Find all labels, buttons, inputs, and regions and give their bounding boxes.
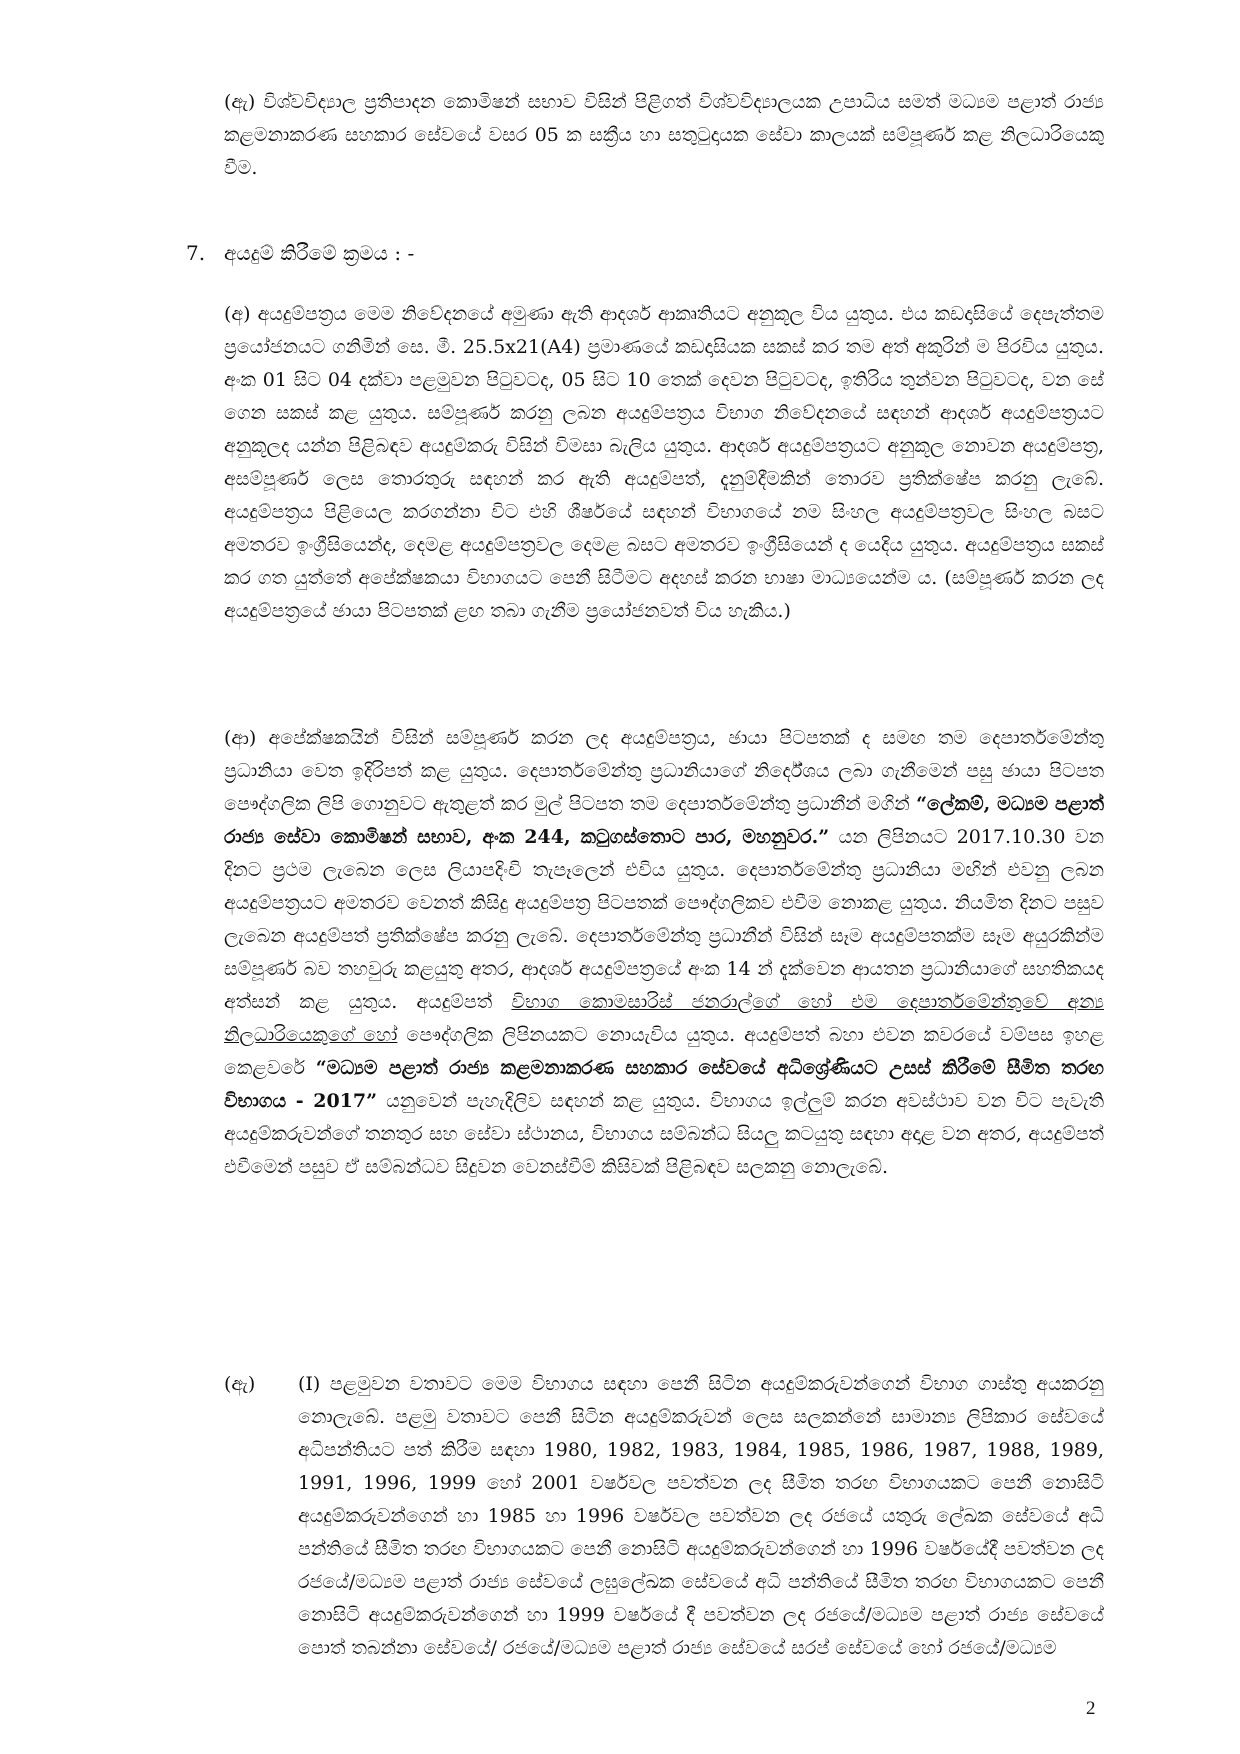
paragraph-aa-part2: යන ලිපිනයට 2017.10.30 වන දිනට ප්‍රථම ලැබෙන ලෙස ලියාපදිංචි තැපෑලෙන් එවිය යුතුය. දෙපාර්තමේන්තු ප්‍රධානියා මඟින් එවනු ලබන අයදුම්පත්‍රයට අමතරව වෙනත් කිසිදු අයදුම්පත්‍ර පිටපතක් පෞද්ගලිකව එවීම නොකළ යුතුය. නියමිත දිනට පසුව ලැබෙන අයදුම්පත් ප්‍රතික්ෂේප කරනු ලැබේ. දෙපාර්තමේන්තු ප්‍රධානීන් විසින් සෑම අයදුම්පතක්ම සෑම අයුරකින්ම සම්පූර්ණ බව තහවුරු කළයුතු අතර, ආදර්ශ අයදුම්පත්‍රයේ අංක 14 න් දැක්වෙන ආයතන ප්‍රධානියාගේ සහතිකයද අත්සන් කළ යුතුය. අයදුම්පත්	[224, 826, 1105, 1013]
underlined-clause: විභාග කොමසාරිස් ජනරාල්ගේ හෝ එම දෙපාර්තමේන්තුවේ අන්‍ය නිලධාරියෙකුගේ හෝ	[224, 991, 1104, 1046]
paragraph-aa-part1: (ආ) අපේක්ෂකයින් විසින් සම්පූර්ණ කරන ලද අයදුම්පත්‍රය, ඡායා පිටපතක් ද සමඟ තම දෙපාර්තමේන්තු ප්‍රධානියා වෙත ඉදිරිපත් කළ යුතුය. දෙපාර්තමේන්තු ප්‍රධානියාගේ නිර්දේශය ලබා ගැනීමෙන් පසු ඡායා පිටපත පෞද්ගලික ලිපි ගොනුවට ඇතුළත් කර මුල් පිටපත තම දෙපාර්තමේන්තු ප්‍රධානීන් මගින්	[224, 727, 1104, 815]
paragraph-aa-part4: යනුවෙන් පැහැදිලිව සඳහන් කළ යුතුය. විභාගය ඉල්ලුම් කරන අවස්ථාව වන විට පැවැති අයදුම්කරුවන්ගේ තනතුර සහ සේවා ස්ථානය, විභාගය සම්බන්ධ සියලු කටයුතු සඳහා අදාළ වන අතර, අයදුම්පත් එවීමෙන් පසුව ඒ සම්බන්ධව සිදුවන වෙනස්වීම් කිසිවක් පිළිබඳව සලකනු නොලැබේ.	[224, 1090, 1104, 1178]
section-7-heading	[186, 237, 586, 270]
page-number: 2	[1086, 1698, 1096, 1719]
section-7-title: අයදුම් කිරීමේ ක්‍රමය : -	[224, 241, 415, 265]
section-7-number: 7.	[186, 241, 206, 265]
commission-address: “ලේකම්, මධ්‍යම පළාත් රාජ්‍ය සේවා කොමිෂන් සභාව, අංක 244, කටුගස්තොට පාර, මහනුවර.”	[224, 793, 1104, 848]
exam-title: “මධ්‍යම පළාත් රාජ්‍ය කළමනාකරණ සහකාර සේවයේ අධිශ්‍රේණියට උසස් කිරීමේ සීමිත තරඟ විභාගය - 2017”	[224, 1057, 1104, 1112]
paragraph-a	[224, 298, 1104, 628]
paragraph-aa	[224, 722, 1104, 1184]
qualification-item-ae	[224, 86, 1104, 185]
paragraph-aa-part3: පෞද්ගලික ලිපිනයකට නොයැවිය යුතුය. අයදුම්පත් බහා එවන කවරයේ වම්පස ඉහළ කෙළවරේ	[224, 1024, 1105, 1079]
paragraph-ae	[298, 1368, 1104, 1665]
paragraph-a-text: (අ) අයදුම්පත්‍රය මෙම නිවේදනයේ අමුණා ඇති ආදර්ශ ආකෘතියට අනුකූල විය යුතුය. එය කඩදාසියේ දෙපැත්තම ප්‍රයෝජනයට ගනිමින් සෙ. මී. 25.5x21(A4) ප්‍රමාණයේ කඩදාසියක සකස් කර තම අත් අකුරින් ම පිරවිය යුතුය. අංක 01 සිට 04 දක්වා පළමුවන පිටුවටද, 05 සිට 10 තෙක් දෙවන පිටුවටද, ඉතිරිය තුන්වන පිටුවටද, වන සේ ගෙන සකස් කළ යුතුය. සම්පූර්ණ කරනු ලබන අයදුම්පත්‍රය විභාග නිවේදනයේ සඳහන් ආදර්ශ අයදුම්පත්‍රයට අනුකූලද යන්න පිළිබඳව අයදුම්කරු විසින් විමසා බැලිය යුතුය. ආදර්ශ අයදුම්පත්‍රයට අනුකූල නොවන අයදුම්පත්‍ර, අසම්පූර්ණ ලෙස තොරතුරු සඳහන් කර ඇති අයදුම්පත්, දැනුම්දීමකින් තොරව ප්‍රතික්ෂේප කරනු ලැබේ. අයදුම්පත්‍රය පිළියෙල කරගන්නා විට එහි ශීර්ෂයේ සඳහන් විභාගයේ නම සිංහල අයදුම්පත්‍රවල සිංහල බසට අමතරව ඉංග්‍රීසියෙන්ද, දෙමළ අයදුම්පත්‍රවල දෙමළ බසට අමතරව ඉංග්‍රීසියෙන් ද යෙදිය යුතුය. අයදුම්පත්‍රය සකස් කර ගත යුත්තේ අපේක්ෂකයා විභාගයට පෙනී සිටීමට අදහස් කරන භාෂා මාධ්‍යයෙන්ම ය. (සම්පූර්ණ කරන ලද අයදුම්පත්‍රයේ ඡායා පිටපතක් ළඟ තබා ගැනීම ප්‍රයෝජනවත් විය හැකිය.)	[224, 303, 1104, 622]
paragraph-ae-label: (ඇ)	[224, 1373, 256, 1395]
qualification-item-ae-text: (ඇ) විශ්වවිද්‍යාල ප්‍රතිපාදන කොමිෂන් සභාව විසින් පිළිගත් විශ්වවිද්‍යාලයක උපාධිය සමත් මධ්‍යම පළාත් රාජ්‍ය කළමනාකරණ සහකාර සේවයේ වසර 05 ක සක්‍රීය හා සතුටුදායක සේවා කාලයක් සම්පූර්ණ කළ නිලධාරියෙකු වීම.	[224, 91, 1104, 179]
paragraph-ae-text: (I) පළමුවන වතාවට මෙම විභාගය සඳහා පෙනී සිටින අයදුම්කරුවන්ගෙන් විභාග ගාස්තු අයකරනු නොලැබේ. පළමු වතාවට පෙනී සිටින අයදුම්කරුවන් ලෙස සලකන්නේ සාමාන්‍ය ලිපිකාර සේවයේ අධිපන්තියට පත් කිරීම සඳහා 1980, 1982, 1983, 1984, 1985, 1986, 1987, 1988, 1989, 1991, 1996, 1999 හෝ 2001 වර්ෂවල පවත්වන ලද සීමිත තරඟ විභාගයකට පෙනී නොසිටි අයදුම්කරුවන්ගෙන් හා 1985 හා 1996 වර්ෂවල පවත්වන ලද රජයේ යතුරු ලේඛක සේවයේ අධි පන්තියේ සීමිත තරඟ විභාගයකට පෙනී නොසිටි අයදුම්කරුවන්ගෙන් හා 1996 වර්ෂයේදී පවත්වන ලද රජයේ/මධ්‍යම පළාත් රාජ්‍ය සේවයේ ලඝුලේඛක සේවයේ අධි පන්තියේ සීමිත තරඟ විභාගයකට පෙනී නොසිටි අයදුම්කරුවන්ගෙන් හා 1999 වර්ෂයේ දී පවත්වන ලද රජයේ/මධ්‍යම පළාත් රාජ්‍ය සේවයේ පොත් තබන්නා සේවයේ/ රජයේ/මධ්‍යම පළාත් රාජ්‍ය සේවයේ සරප් සේවයේ හෝ රජයේ/මධ්‍යම	[298, 1373, 1104, 1659]
